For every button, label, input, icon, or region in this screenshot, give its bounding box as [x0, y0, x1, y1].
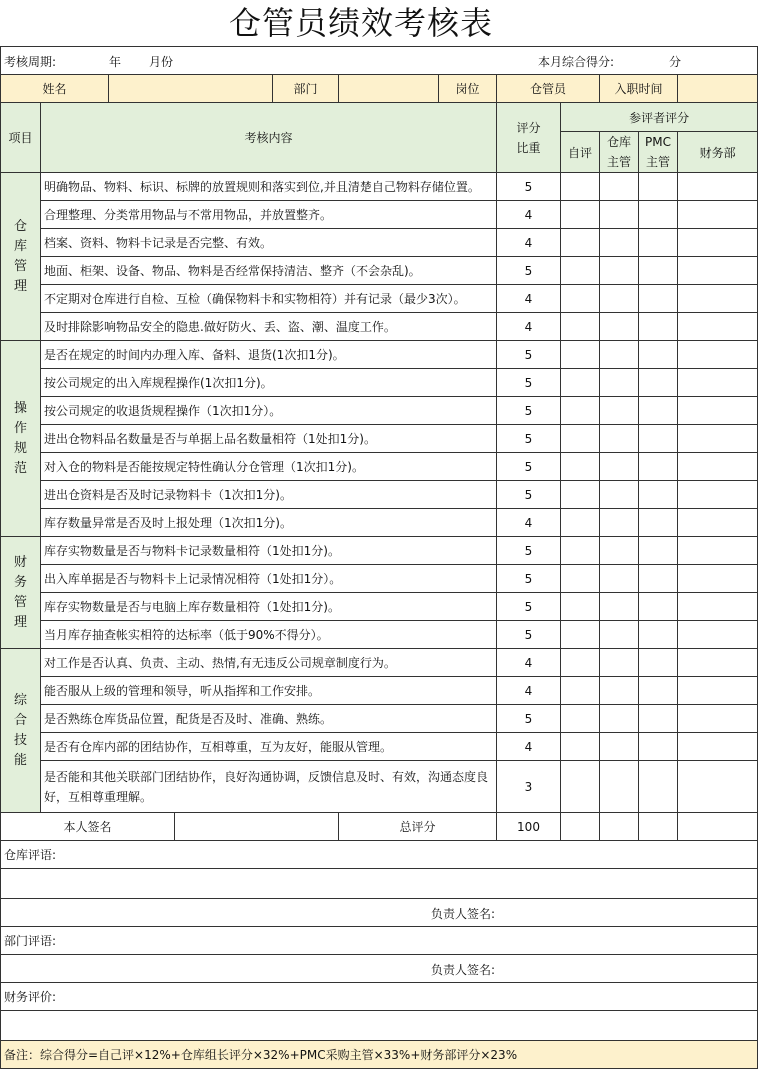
pmc-score-cell[interactable] [639, 229, 678, 257]
warehouse-signature-label: 负责人签名: [431, 907, 496, 921]
pmc-score-cell[interactable] [639, 173, 678, 201]
pmc-score-cell[interactable] [639, 313, 678, 341]
category-char: 财 [13, 554, 27, 570]
note-row [1, 1041, 758, 1069]
item-row [1, 537, 758, 565]
finance-score-cell[interactable] [678, 313, 758, 341]
item-weight: 5 [497, 593, 561, 621]
pmc-score-cell[interactable] [639, 509, 678, 537]
finance-score-cell[interactable] [678, 677, 758, 705]
self-score-cell[interactable] [561, 285, 600, 313]
warehouse-score-cell[interactable] [600, 621, 639, 649]
warehouse-score-cell[interactable] [600, 537, 639, 565]
item-weight: 4 [497, 733, 561, 761]
finance-score-cell[interactable] [678, 201, 758, 229]
monthly-score-unit: 分 [669, 55, 682, 69]
finance-score-cell[interactable] [678, 481, 758, 509]
warehouse-score-cell[interactable] [600, 649, 639, 677]
item-content: 对工作是否认真、负责、主动、热情,有无违反公司规章制度行为。 [41, 649, 497, 677]
pmc-score-cell[interactable] [639, 453, 678, 481]
item-weight: 4 [497, 313, 561, 341]
header-weight-line1: 评分 [516, 120, 541, 135]
category-char: 管 [13, 258, 27, 274]
item-weight: 5 [497, 565, 561, 593]
self-score-cell[interactable] [561, 229, 600, 257]
category-cell [1, 649, 41, 813]
item-weight: 5 [497, 453, 561, 481]
monthly-score-label: 本月综合得分: [538, 55, 615, 69]
warehouse-score-cell[interactable] [600, 677, 639, 705]
item-weight: 5 [497, 537, 561, 565]
warehouse-score-cell[interactable] [600, 481, 639, 509]
dept-signature-label-cell[interactable] [1, 955, 758, 983]
item-content: 地面、柜架、设备、物品、物料是否经常保持清洁、整齐（不会杂乱)。 [41, 257, 497, 285]
category-char: 综 [13, 692, 27, 708]
finance-comment-label: 财务评价: [1, 983, 758, 1011]
dept-label: 部门 [273, 75, 339, 103]
item-row [1, 705, 758, 733]
warehouse-score-cell[interactable] [600, 705, 639, 733]
warehouse-score-cell[interactable] [600, 453, 639, 481]
warehouse-comment-blank [1, 869, 758, 899]
warehouse-signature-label-cell[interactable] [1, 899, 758, 927]
item-weight: 3 [497, 761, 561, 813]
item-row [1, 509, 758, 537]
pmc-score-cell[interactable] [639, 285, 678, 313]
header-self: 自评 [561, 132, 600, 173]
warehouse-score-cell[interactable] [600, 593, 639, 621]
dept-value[interactable] [339, 75, 439, 103]
finance-score-cell[interactable] [678, 397, 758, 425]
header-pmc-line2: 主管 [645, 155, 670, 169]
finance-score-cell[interactable] [678, 565, 758, 593]
pmc-score-cell[interactable] [639, 649, 678, 677]
finance-score-cell[interactable] [678, 341, 758, 369]
total-self[interactable] [561, 813, 600, 841]
item-row [1, 565, 758, 593]
item-content: 出入库单据是否与物料卡上记录情况相符（1处扣1分）。 [41, 565, 497, 593]
self-score-cell[interactable] [561, 453, 600, 481]
pmc-score-cell[interactable] [639, 593, 678, 621]
item-content: 库存实物数量是否与电脑上库存数量相符（1处扣1分)。 [41, 593, 497, 621]
finance-score-cell[interactable] [678, 453, 758, 481]
header-evaluators: 参评者评分 [561, 103, 758, 132]
header-weight [497, 103, 561, 173]
finance-score-cell[interactable] [678, 229, 758, 257]
item-weight: 5 [497, 341, 561, 369]
item-row [1, 173, 758, 201]
finance-score-cell[interactable] [678, 285, 758, 313]
item-content: 按公司规定的出入库规程操作(1次扣1分)。 [41, 369, 497, 397]
pmc-score-cell[interactable] [639, 257, 678, 285]
category-char: 仓 [13, 218, 27, 234]
self-score-cell[interactable] [561, 397, 600, 425]
item-content: 是否在规定的时间内办理入库、备料、退货(1次扣1分)。 [41, 341, 497, 369]
item-weight: 4 [497, 201, 561, 229]
pmc-score-cell[interactable] [639, 733, 678, 761]
item-row [1, 481, 758, 509]
self-score-cell[interactable] [561, 593, 600, 621]
self-score-cell[interactable] [561, 537, 600, 565]
header-warehouse-supervisor [600, 132, 639, 173]
item-content: 是否熟练仓库货品位置，配货是否及时、准确、熟练。 [41, 705, 497, 733]
item-content: 能否服从上级的管理和领导，听从指挥和工作安排。 [41, 677, 497, 705]
pmc-score-cell[interactable] [639, 425, 678, 453]
item-row [1, 425, 758, 453]
pmc-score-cell[interactable] [639, 761, 678, 813]
header-finance: 财务部 [678, 132, 758, 173]
self-score-cell[interactable] [561, 705, 600, 733]
warehouse-score-cell[interactable] [600, 341, 639, 369]
warehouse-score-cell[interactable] [600, 313, 639, 341]
warehouse-score-cell[interactable] [600, 201, 639, 229]
finance-score-cell[interactable] [678, 537, 758, 565]
category-cell [1, 173, 41, 341]
warehouse-score-cell[interactable] [600, 369, 639, 397]
item-row [1, 257, 758, 285]
item-content: 是否有仓库内部的团结协作，互相尊重，互为友好，能服从管理。 [41, 733, 497, 761]
pmc-score-cell[interactable] [639, 201, 678, 229]
category-char: 合 [13, 712, 27, 728]
period-label: 考核周期: [4, 55, 57, 69]
item-row [1, 341, 758, 369]
signature-label: 本人签名 [1, 813, 175, 841]
total-score-value: 100 [497, 813, 561, 841]
dept-signature-label-row [1, 955, 758, 983]
period-row [1, 47, 758, 75]
warehouse-score-cell[interactable] [600, 425, 639, 453]
finance-score-cell[interactable] [678, 649, 758, 677]
finance-comment-blank-cell[interactable] [1, 1011, 758, 1041]
item-content: 对入仓的物料是否能按规定特性确认分仓管理（1次扣1分)。 [41, 453, 497, 481]
post-value: 仓管员 [497, 75, 600, 103]
category-char: 务 [13, 574, 27, 590]
total-warehouse[interactable] [600, 813, 639, 841]
item-weight: 5 [497, 705, 561, 733]
pmc-score-cell[interactable] [639, 481, 678, 509]
self-score-cell[interactable] [561, 677, 600, 705]
self-score-cell[interactable] [561, 425, 600, 453]
header-warehouse-line2: 主管 [606, 155, 631, 169]
item-content: 按公司规定的收退货规程操作（1次扣1分）。 [41, 397, 497, 425]
item-row [1, 621, 758, 649]
self-score-cell[interactable] [561, 509, 600, 537]
finance-comment-blank [1, 1011, 758, 1041]
category-cell [1, 341, 41, 537]
finance-score-cell[interactable] [678, 509, 758, 537]
summary-row [1, 813, 758, 841]
pmc-score-cell[interactable] [639, 537, 678, 565]
item-content: 库存数量异常是否及时上报处理（1次扣1分)。 [41, 509, 497, 537]
item-row [1, 649, 758, 677]
item-row [1, 733, 758, 761]
self-score-cell[interactable] [561, 341, 600, 369]
year-unit: 年 [109, 55, 122, 69]
item-content: 及时排除影响物品安全的隐患.做好防火、丢、盗、潮、温度工作。 [41, 313, 497, 341]
self-score-cell[interactable] [561, 257, 600, 285]
self-score-cell[interactable] [561, 313, 600, 341]
header-pmc-supervisor [639, 132, 678, 173]
header-pmc-line1: PMC [645, 135, 671, 149]
pmc-score-cell[interactable] [639, 341, 678, 369]
pmc-score-cell[interactable] [639, 621, 678, 649]
category-char: 技 [13, 732, 27, 748]
pmc-score-cell[interactable] [639, 705, 678, 733]
category-cell [1, 537, 41, 649]
item-weight: 5 [497, 257, 561, 285]
post-label: 岗位 [439, 75, 497, 103]
warehouse-score-cell[interactable] [600, 761, 639, 813]
self-score-cell[interactable] [561, 621, 600, 649]
item-weight: 5 [497, 621, 561, 649]
item-weight: 4 [497, 229, 561, 257]
item-weight: 4 [497, 649, 561, 677]
formula-note: 备注：综合得分=自己评×12%+仓库组长评分×32%+PMC采购主管×33%+财务部评分×23% [1, 1041, 758, 1069]
item-content: 明确物品、物料、标识、标牌的放置规则和落实到位,并且清楚自己物料存储位置。 [41, 173, 497, 201]
category-char: 规 [13, 440, 27, 456]
finance-score-cell[interactable] [678, 425, 758, 453]
self-score-cell[interactable] [561, 369, 600, 397]
self-score-cell[interactable] [561, 649, 600, 677]
assessment-table [0, 46, 758, 1069]
name-label: 姓名 [1, 75, 109, 103]
category-char: 操 [13, 400, 27, 416]
header-item: 项目 [1, 103, 41, 173]
item-row [1, 593, 758, 621]
item-row [1, 229, 758, 257]
warehouse-score-cell[interactable] [600, 565, 639, 593]
warehouse-score-cell[interactable] [600, 229, 639, 257]
category-char: 管 [13, 594, 27, 610]
item-row [1, 285, 758, 313]
finance-score-cell[interactable] [678, 257, 758, 285]
item-weight: 5 [497, 481, 561, 509]
item-weight: 4 [497, 509, 561, 537]
warehouse-comment-label: 仓库评语: [1, 841, 758, 869]
finance-score-cell[interactable] [678, 173, 758, 201]
finance-score-cell[interactable] [678, 593, 758, 621]
item-content: 合理整理、分类常用物品与不常用物品，并放置整齐。 [41, 201, 497, 229]
total-score-label: 总评分 [339, 813, 497, 841]
pmc-score-cell[interactable] [639, 397, 678, 425]
total-finance[interactable] [678, 813, 758, 841]
item-row [1, 201, 758, 229]
header-weight-line2: 比重 [516, 140, 541, 155]
item-weight: 5 [497, 425, 561, 453]
warehouse-score-cell[interactable] [600, 397, 639, 425]
name-value[interactable] [109, 75, 273, 103]
item-content: 进出仓物料品名数量是否与单据上品名数量相符（1处扣1分)。 [41, 425, 497, 453]
item-weight: 4 [497, 677, 561, 705]
warehouse-score-cell[interactable] [600, 285, 639, 313]
month-unit: 月份 [149, 55, 174, 69]
item-content: 不定期对仓库进行自检、互检（确保物料卡和实物相符）并有记录（最少3次）。 [41, 285, 497, 313]
category-char: 理 [13, 278, 27, 294]
warehouse-score-cell[interactable] [600, 173, 639, 201]
total-pmc[interactable] [639, 813, 678, 841]
warehouse-score-cell[interactable] [600, 257, 639, 285]
dept-signature-label: 负责人签名: [431, 963, 496, 977]
category-char: 理 [13, 614, 27, 630]
item-row [1, 369, 758, 397]
item-content: 档案、资料、物料卡记录是否完整、有效。 [41, 229, 497, 257]
self-score-cell[interactable] [561, 565, 600, 593]
warehouse-score-cell[interactable] [600, 509, 639, 537]
self-score-cell[interactable] [561, 201, 600, 229]
dept-comment-label: 部门评语: [1, 927, 758, 955]
self-score-cell[interactable] [561, 761, 600, 813]
pmc-score-cell[interactable] [639, 565, 678, 593]
header-content: 考核内容 [41, 103, 497, 173]
join-date-value[interactable] [678, 75, 758, 103]
self-score-cell[interactable] [561, 733, 600, 761]
warehouse-signature-label-row [1, 899, 758, 927]
page-title: 仓管员绩效考核表 [228, 4, 493, 42]
item-row [1, 453, 758, 481]
item-row [1, 761, 758, 813]
finance-score-cell[interactable] [678, 369, 758, 397]
item-content: 库存实物数量是否与物料卡记录数量相符（1处扣1分)。 [41, 537, 497, 565]
dept-comment-label-row [1, 927, 758, 955]
self-score-cell[interactable] [561, 173, 600, 201]
item-weight: 5 [497, 173, 561, 201]
finance-score-cell[interactable] [678, 621, 758, 649]
item-weight: 4 [497, 285, 561, 313]
join-date-label: 入职时间 [600, 75, 678, 103]
item-row [1, 397, 758, 425]
warehouse-comment-blank-cell[interactable] [1, 869, 758, 899]
warehouse-score-cell[interactable] [600, 733, 639, 761]
category-char: 能 [13, 752, 27, 768]
pmc-score-cell[interactable] [639, 677, 678, 705]
pmc-score-cell[interactable] [639, 369, 678, 397]
header-warehouse-line1: 仓库 [606, 135, 631, 149]
self-score-cell[interactable] [561, 481, 600, 509]
category-char: 库 [13, 238, 27, 254]
item-row [1, 313, 758, 341]
finance-score-cell[interactable] [678, 761, 758, 813]
finance-comment-label-row [1, 983, 758, 1011]
finance-score-cell[interactable] [678, 733, 758, 761]
item-row [1, 677, 758, 705]
category-char: 作 [13, 420, 27, 436]
signature-value[interactable] [175, 813, 339, 841]
finance-score-cell[interactable] [678, 705, 758, 733]
category-char: 范 [13, 460, 27, 476]
warehouse-comment-label-row [1, 841, 758, 869]
item-content: 进出仓资料是否及时记录物料卡（1次扣1分)。 [41, 481, 497, 509]
item-weight: 5 [497, 369, 561, 397]
item-content: 是否能和其他关联部门团结协作，良好沟通协调，反馈信息及时、有效，沟通态度良好，互相尊重理解。 [41, 761, 497, 813]
item-weight: 5 [497, 397, 561, 425]
item-content: 当月库存抽查帐实相符的达标率（低于90%不得分）。 [41, 621, 497, 649]
